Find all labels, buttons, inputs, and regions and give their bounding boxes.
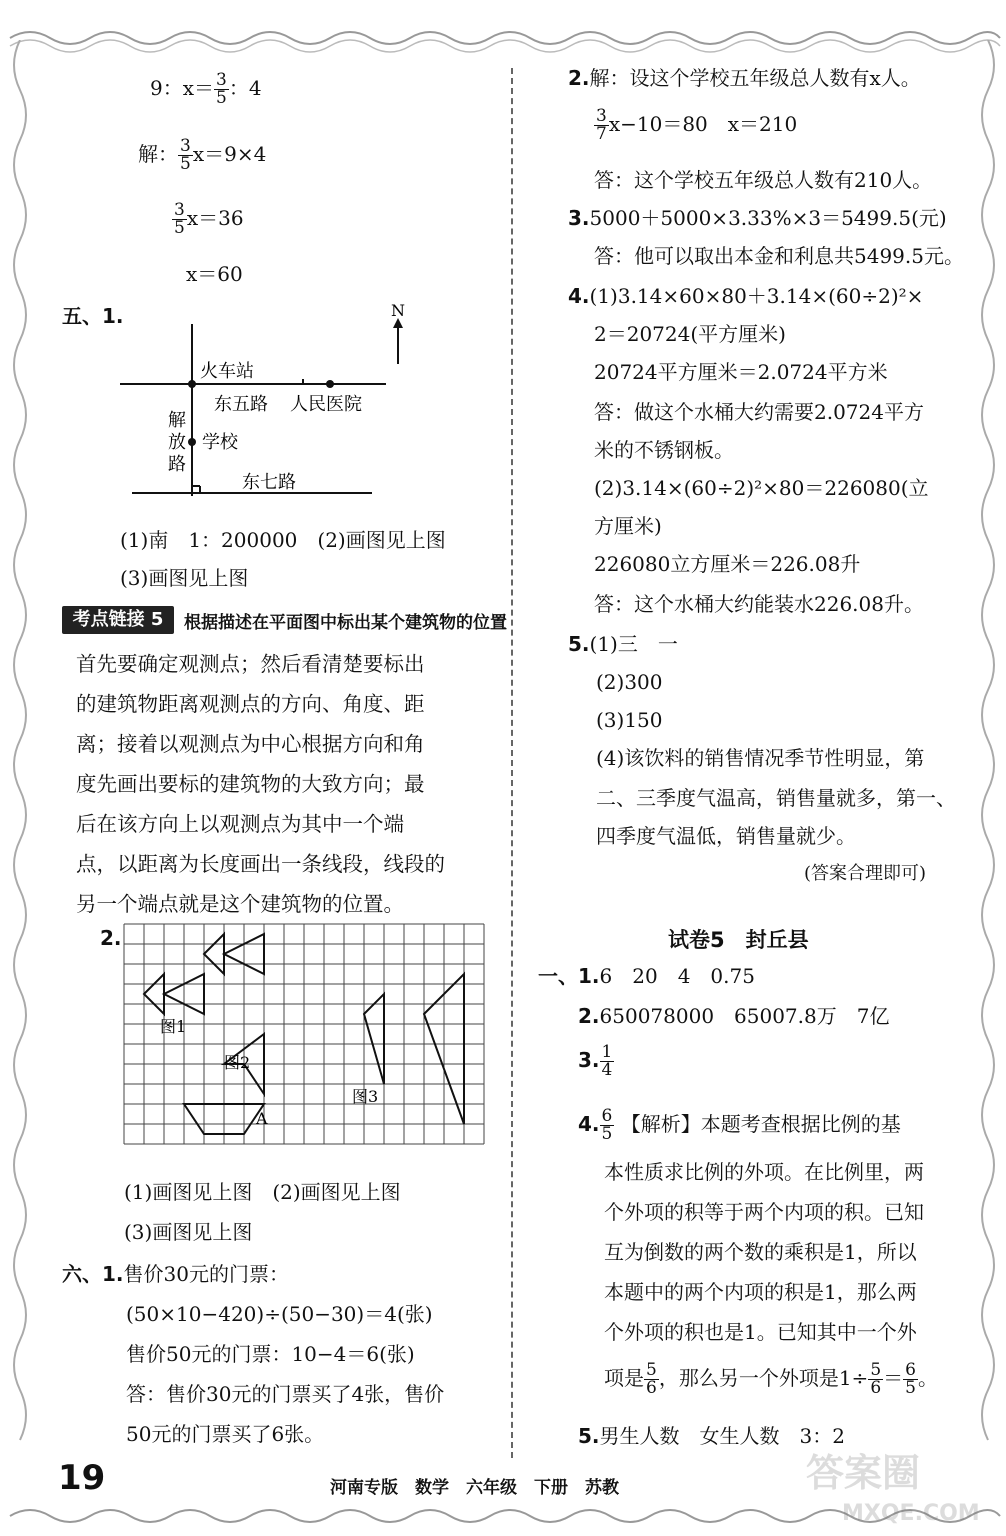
t5-s1: 一、1.6 20 4 0.75 xyxy=(538,964,755,988)
proportion-line-2: 解： $\frac{3}{5}$ x＝9×4 xyxy=(138,136,267,174)
r-q5-line-1: 5.(1)三 一 xyxy=(568,632,678,656)
t5-s4-line-6: 个外项的积也是1。已知其中一个外 xyxy=(604,1320,917,1344)
question-2-answer-1: (1)画图见上图 (2)画图见上图 xyxy=(124,1180,401,1204)
top-wave-border xyxy=(0,0,1006,60)
watermark-bottom: MXQE.COM xyxy=(842,1501,980,1526)
kaodian-paragraph xyxy=(76,644,486,924)
section-6-line-4: 答：售价30元的门票买了4张，售价 xyxy=(126,1382,445,1406)
t5-s3: 3. $\frac{1}{4}$ xyxy=(578,1042,613,1080)
question-2-answer-2: (3)画图见上图 xyxy=(124,1220,253,1244)
road-east5-label: 东五路 xyxy=(214,394,268,415)
r-q4-line-5: 米的不锈钢板。 xyxy=(594,438,734,462)
proportion-line-3: $\frac{3}{5}$ x＝36 xyxy=(174,200,244,238)
grid-figure xyxy=(120,920,500,1160)
t5-s4-line-2: 本性质求比例的外项。在比例里，两 xyxy=(604,1160,924,1184)
page-number: 19 xyxy=(58,1458,106,1498)
t5-s4-line-4: 互为倒数的两个数的乘积是1，所以 xyxy=(604,1240,917,1264)
kaodian-line: 离；接着以观测点为中心根据方向和角 xyxy=(76,732,425,756)
right-wave-border xyxy=(970,40,1006,1460)
shape-fig1-small-triangle xyxy=(144,974,164,1014)
kaodian-line: 点，以距离为长度画出一条线段，线段的 xyxy=(76,852,445,876)
watermark-top: 答案圈 xyxy=(806,1451,921,1495)
section-5-answer-1: (1)南 1：200000 (2)画图见上图 xyxy=(120,528,446,552)
r-q2-line-3: 答：这个学校五年级总人数有210人。 xyxy=(594,168,933,192)
kaodian-title: 根据描述在平面图中标出某个建筑物的位置 xyxy=(184,613,507,633)
question-2-label: 2. xyxy=(100,926,122,950)
kaodian-line: 的建筑物距离观测点的方向、角度、距 xyxy=(76,692,425,716)
r-q4-line-9: 答：这个水桶大约能装水226.08升。 xyxy=(594,592,924,616)
watermark-logo xyxy=(796,1440,986,1530)
section-6-line-5: 50元的门票买了6张。 xyxy=(126,1422,325,1446)
fig2-label: 图2 xyxy=(224,1053,251,1072)
kaodian-line: 另一个端点就是这个建筑物的位置。 xyxy=(76,892,404,916)
kaodian-label: 考点链接 5 xyxy=(62,606,174,634)
t5-s4-line-1: 4. $\frac{6}{5}$ 【解析】本题考查根据比例的基 xyxy=(578,1106,901,1144)
footer-text: 河南专版 数学 六年级 下册 苏教 xyxy=(330,1478,619,1498)
road-east7-label: 东七路 xyxy=(242,472,296,493)
r-q4-line-7: 方厘米) xyxy=(594,514,662,538)
kaodian-line: 后在该方向上以观测点为其中一个端 xyxy=(76,812,404,836)
t5-s2: 2.650078000 65007.8万 7亿 xyxy=(578,1004,890,1028)
section-6-line-2: (50×10−420)÷(50−30)＝4(张) xyxy=(126,1302,433,1326)
fig1-label: 图1 xyxy=(160,1017,187,1036)
section-5-label: 五、1. xyxy=(62,304,124,328)
section-6-line-1: 六、1.售价30元的门票： xyxy=(62,1262,289,1286)
kaodian-line: 度先画出要标的建筑物的大致方向；最 xyxy=(76,772,425,796)
r-q4-line-1: 4.(1)3.14×60×80＋3.14×(60÷2)²× xyxy=(568,284,924,308)
r-q5-line-2: (2)300 xyxy=(596,670,663,694)
r-q5-line-7: (答案合理即可) xyxy=(804,863,927,884)
r-q3-line-1: 3.5000＋5000×3.33%×3＝5499.5(元) xyxy=(568,206,947,230)
fig3-label: 图3 xyxy=(352,1087,379,1106)
school-label: 学校 xyxy=(202,432,238,453)
section-5-answer-2: (3)画图见上图 xyxy=(120,566,249,590)
proportion-line-1: 9：x＝ $\frac{3}{5}$ ：4 xyxy=(150,70,262,108)
r-q4-line-2: 2＝20724(平方厘米) xyxy=(594,322,786,346)
t5-s4-line-3: 个外项的积等于两个内项的积。已知 xyxy=(604,1200,924,1224)
shape-fig3-small-triangle xyxy=(364,994,384,1084)
point-a-label: A xyxy=(256,1109,268,1128)
r-q5-line-5: 二、三季度气温高，销售量就多，第一、 xyxy=(596,786,956,810)
t5-s4-line-7: 项是 $\frac{5}{6}$ ，那么另一个外项是1÷ $\frac{5}{6}$ ＝ $\frac{6}{5}$ 。 xyxy=(604,1360,938,1398)
r-q2-line-1: 2.解：设这个学校五年级总人数有x人。 xyxy=(568,66,921,90)
t5-s4-line-5: 本题中的两个内项的积是1，那么两 xyxy=(604,1280,917,1304)
north-label: N xyxy=(391,301,405,320)
hospital-dot xyxy=(326,380,334,388)
kaodian-line: 首先要确定观测点；然后看清楚要标出 xyxy=(76,652,425,676)
r-q5-line-6: 四季度气温低，销售量就少。 xyxy=(596,824,856,848)
school-dot xyxy=(188,438,196,446)
road-jiefang-char-3: 路 xyxy=(168,454,186,475)
hospital-label: 人民医院 xyxy=(290,394,362,415)
column-divider xyxy=(511,68,513,1458)
train-station-dot xyxy=(188,380,196,388)
r-q3-line-2: 答：他可以取出本金和利息共5499.5元。 xyxy=(594,244,964,268)
r-q4-line-6: (2)3.14×(60÷2)²×80＝226080(立 xyxy=(594,476,929,500)
r-q4-line-4: 答：做这个水桶大约需要2.0724平方 xyxy=(594,400,924,424)
r-q5-line-3: (3)150 xyxy=(596,708,663,732)
train-station-label: 火车站 xyxy=(200,361,254,382)
r-q4-line-8: 226080立方厘米＝226.08升 xyxy=(594,552,861,576)
road-jiefang-char-2: 放 xyxy=(168,432,186,453)
r-q5-line-4: (4)该饮料的销售情况季节性明显，第 xyxy=(596,746,925,770)
location-map xyxy=(110,300,430,510)
proportion-line-4: x＝60 xyxy=(186,262,243,286)
shape-top-small-triangle xyxy=(204,934,224,974)
road-jiefang-char-1: 解 xyxy=(168,410,186,431)
test5-title: 试卷5 封丘县 xyxy=(668,928,809,952)
section-6-line-3: 售价50元的门票：10−4＝6(张) xyxy=(126,1342,415,1366)
t5-s5: 5.男生人数 女生人数 3：2 xyxy=(578,1424,845,1448)
left-wave-border xyxy=(0,40,40,1460)
r-q2-line-2: $\frac{3}{7}$ x−10＝80 x＝210 xyxy=(596,106,798,144)
r-q4-line-3: 20724平方厘米＝2.0724平方米 xyxy=(594,360,888,384)
